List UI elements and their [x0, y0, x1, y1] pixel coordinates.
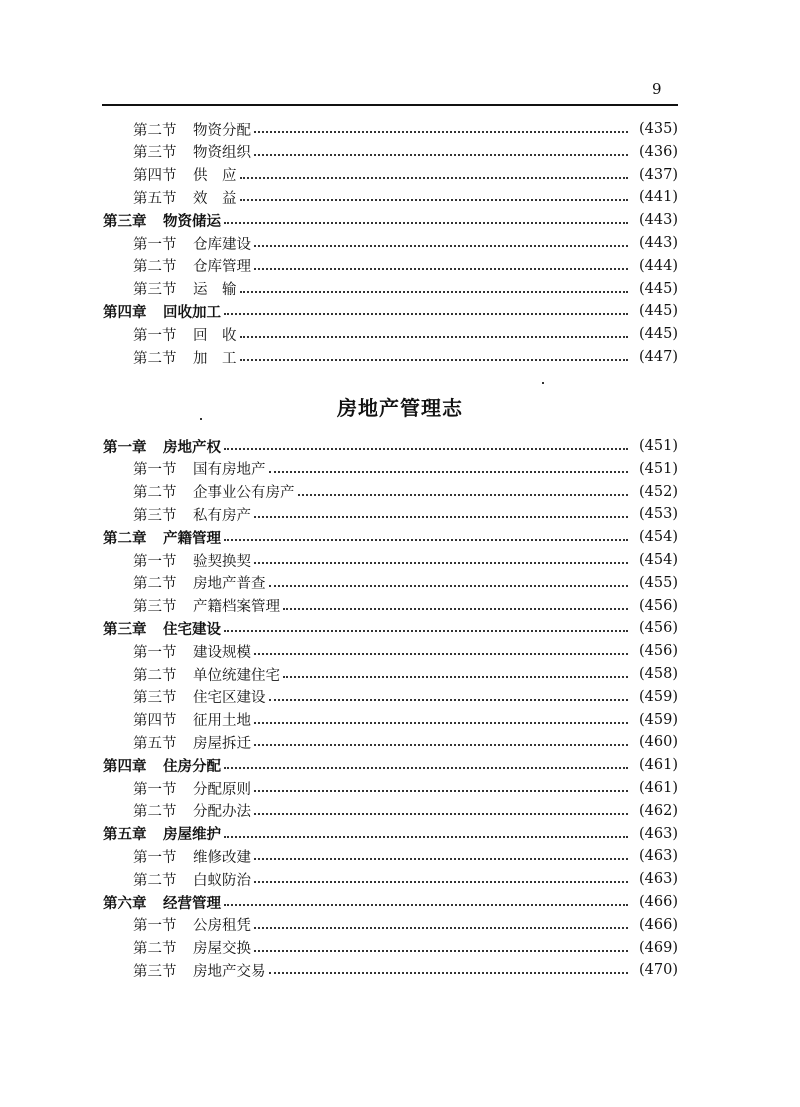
toc-entry-number: 第一节 — [133, 553, 177, 570]
toc-entry-page: (435) — [639, 121, 678, 137]
dot-leader — [224, 904, 628, 906]
toc-entry-title: 企事业公有房产 — [193, 485, 295, 502]
toc-entry-title: 验契换契 — [193, 553, 251, 570]
toc-entry-title: 物资组织 — [193, 145, 251, 162]
toc-entry-page: (455) — [639, 574, 678, 591]
toc-entry-number: 第二节 — [133, 667, 177, 684]
toc-entry-number: 第二节 — [133, 941, 177, 958]
toc-section-entry — [0, 709, 800, 731]
toc-section-entry — [0, 572, 800, 594]
toc-entry-number: 第四节 — [133, 713, 177, 730]
dot-leader — [254, 268, 628, 270]
dot-leader — [254, 881, 628, 883]
toc-entry-title: 仓库管理 — [193, 259, 251, 276]
dot-leader — [254, 722, 628, 724]
dot-leader — [224, 836, 628, 838]
toc-section-entry — [0, 232, 800, 254]
toc-entry-title: 建设规模 — [193, 644, 251, 661]
toc-entry-number: 第五节 — [133, 190, 177, 207]
dot-leader — [269, 585, 629, 587]
toc-entry-page: (466) — [639, 894, 678, 910]
toc-entry-number: 第二节 — [133, 872, 177, 889]
toc-entry-number: 第四章 — [103, 757, 147, 775]
toc-entry-page: (452) — [639, 483, 678, 500]
toc-entry-number: 第三章 — [103, 620, 147, 638]
toc-section-entry — [0, 323, 800, 345]
toc-entry-number: 第四章 — [103, 303, 147, 321]
toc-entry-page: (461) — [639, 757, 678, 774]
toc-entry-page: (445) — [639, 326, 678, 343]
toc-entry-number: 第三章 — [103, 212, 147, 230]
toc-entry-page: (451) — [639, 438, 678, 454]
toc-entry-number: 第二章 — [103, 529, 147, 547]
dot-leader — [254, 744, 628, 746]
toc-entry-number: 第一节 — [133, 849, 177, 866]
toc-entry-number: 第三节 — [133, 599, 177, 616]
toc-section-entry — [0, 914, 800, 936]
toc-entry-title: 单位统建住宅 — [193, 667, 280, 684]
toc-section-entry — [0, 458, 800, 480]
toc-section-entry — [0, 595, 800, 617]
toc-entry-title: 回 收 — [193, 327, 237, 344]
dot-leader — [298, 494, 629, 496]
toc-entry-number: 第二节 — [133, 122, 177, 139]
toc-entry-page: (463) — [639, 848, 678, 865]
dot-leader — [224, 539, 628, 541]
toc-entry-page: (459) — [639, 688, 678, 705]
toc-entry-number: 第一节 — [133, 644, 177, 661]
toc-entry-number: 第五章 — [103, 826, 147, 844]
toc-section-entry — [0, 118, 800, 140]
dot-leader — [240, 359, 629, 361]
toc-entry-title: 房屋拆迁 — [193, 735, 251, 752]
toc-chapter-entry — [0, 754, 800, 776]
toc-entry-page: (445) — [639, 303, 678, 320]
toc-entry-title: 维修改建 — [193, 849, 251, 866]
toc-entry-title: 运 输 — [193, 282, 237, 299]
toc-entry-page: (447) — [639, 349, 678, 365]
toc-chapter-entry — [0, 823, 800, 845]
dot-leader — [240, 291, 629, 293]
dot-leader — [254, 927, 628, 929]
toc-entry-title: 房地产权 — [163, 438, 221, 456]
page-number: 9 — [652, 80, 662, 98]
dot-leader — [240, 177, 629, 179]
dot-leader — [283, 676, 628, 678]
toc-entry-number: 第三节 — [133, 507, 177, 524]
toc-entry-page: (463) — [639, 871, 678, 888]
toc-entry-title: 国有房地产 — [193, 462, 266, 479]
scan-speck — [542, 382, 544, 384]
dot-leader — [269, 471, 629, 473]
dot-leader — [254, 858, 628, 860]
toc-entry-page: (456) — [639, 597, 678, 614]
toc-entry-page: (466) — [639, 916, 678, 933]
toc-entry-title: 仓库建设 — [193, 236, 251, 253]
dot-leader — [254, 154, 628, 156]
toc-section-entry — [0, 640, 800, 662]
toc-section-entry — [0, 255, 800, 277]
toc-entry-page: (453) — [639, 506, 678, 523]
toc-entry-number: 第二节 — [133, 259, 177, 276]
toc-section-entry — [0, 164, 800, 186]
toc-section-entry — [0, 481, 800, 503]
toc-entry-title: 效 益 — [193, 190, 237, 207]
toc-entry-number: 第一节 — [133, 918, 177, 935]
toc-entry-page: (456) — [639, 643, 678, 660]
dot-leader — [254, 245, 628, 247]
toc-entry-title: 公房租凭 — [193, 918, 251, 935]
dot-leader — [269, 972, 629, 974]
toc-section-entry — [0, 278, 800, 300]
dot-leader — [283, 608, 628, 610]
toc-section-entry — [0, 959, 800, 981]
toc-section-entry — [0, 777, 800, 799]
dot-leader — [269, 699, 629, 701]
toc-entry-page: (445) — [639, 280, 678, 297]
toc-entry-number: 第三节 — [133, 145, 177, 162]
toc-section-entry — [0, 141, 800, 163]
toc-entry-page: (436) — [639, 143, 678, 160]
toc-chapter-entry — [0, 526, 800, 548]
toc-entry-page: (456) — [639, 620, 678, 637]
toc-entry-number: 第一节 — [133, 236, 177, 253]
toc-chapter-entry — [0, 617, 800, 639]
dot-leader — [254, 790, 628, 792]
toc-section-entry — [0, 868, 800, 890]
toc-section-entry — [0, 845, 800, 867]
dot-leader — [224, 630, 628, 632]
dot-leader — [254, 562, 628, 564]
toc-entry-title: 房地产普查 — [193, 576, 266, 593]
toc-entry-title: 房地产交易 — [193, 963, 266, 980]
dot-leader — [240, 336, 629, 338]
toc-entry-page: (443) — [639, 212, 678, 229]
dot-leader — [224, 222, 628, 224]
toc-entry-title: 加 工 — [193, 350, 237, 367]
toc-chapter-entry — [0, 209, 800, 231]
toc-entry-page: (461) — [639, 780, 678, 796]
toc-entry-page: (469) — [639, 939, 678, 956]
toc-entry-page: (459) — [639, 711, 678, 728]
toc-entry-title: 经营管理 — [163, 894, 221, 912]
dot-leader — [240, 199, 629, 201]
toc-chapter-entry — [0, 891, 800, 913]
toc-section-entry — [0, 937, 800, 959]
toc-entry-page: (463) — [639, 825, 678, 842]
toc-entry-title: 住宅区建设 — [193, 690, 266, 707]
scan-speck — [200, 418, 202, 420]
toc-entry-title: 私有房产 — [193, 507, 251, 524]
dot-leader — [224, 313, 628, 315]
toc-entry-title: 分配办法 — [193, 804, 251, 821]
toc-entry-title: 物资储运 — [163, 212, 221, 230]
toc-entry-number: 第二节 — [133, 350, 177, 367]
toc-entry-number: 第一章 — [103, 438, 147, 456]
toc-chapter-entry — [0, 435, 800, 457]
toc-entry-page: (437) — [639, 166, 678, 183]
dot-leader — [254, 516, 628, 518]
toc-entry-number: 第二节 — [133, 485, 177, 502]
toc-entry-title: 产籍管理 — [163, 529, 221, 547]
toc-entry-title: 分配原则 — [193, 781, 251, 798]
toc-section-entry — [0, 503, 800, 525]
toc-entry-number: 第一节 — [133, 462, 177, 479]
dot-leader — [224, 767, 628, 769]
dot-leader — [254, 813, 628, 815]
toc-section-entry — [0, 800, 800, 822]
toc-entry-page: (458) — [639, 666, 678, 682]
dot-leader — [254, 653, 628, 655]
toc-section-entry — [0, 346, 800, 368]
toc-section-entry — [0, 186, 800, 208]
toc-entry-title: 白蚁防治 — [193, 872, 251, 889]
toc-chapter-entry — [0, 300, 800, 322]
toc-section-entry — [0, 549, 800, 571]
toc-entry-number: 第三节 — [133, 690, 177, 707]
dot-leader — [254, 950, 628, 952]
toc-entry-number: 第三节 — [133, 963, 177, 980]
toc-entry-title: 供 应 — [193, 168, 237, 185]
dot-leader — [254, 131, 628, 133]
header-rule — [102, 104, 678, 106]
toc-entry-title: 房屋维护 — [163, 826, 221, 844]
toc-entry-title: 住宅建设 — [163, 620, 221, 638]
toc-entry-number: 第一节 — [133, 327, 177, 344]
toc-entry-page: (451) — [639, 460, 678, 477]
toc-section-entry — [0, 663, 800, 685]
toc-entry-page: (460) — [639, 734, 678, 751]
toc-entry-number: 第一节 — [133, 781, 177, 798]
toc-entry-number: 第二节 — [133, 576, 177, 593]
toc-entry-number: 第六章 — [103, 894, 147, 912]
toc-entry-title: 房屋交换 — [193, 941, 251, 958]
toc-entry-number: 第四节 — [133, 168, 177, 185]
toc-entry-page: (441) — [639, 189, 678, 206]
toc-entry-title: 征用土地 — [193, 713, 251, 730]
toc-entry-title: 回收加工 — [163, 303, 221, 321]
toc-entry-number: 第五节 — [133, 735, 177, 752]
dot-leader — [224, 448, 628, 450]
section-heading: 房地产管理志 — [337, 396, 463, 420]
toc-entry-page: (444) — [639, 257, 678, 274]
toc-entry-page: (470) — [639, 962, 678, 979]
toc-entry-title: 产籍档案管理 — [193, 599, 280, 616]
toc-section-entry — [0, 686, 800, 708]
toc-section-entry — [0, 731, 800, 753]
toc-entry-page: (462) — [639, 802, 678, 819]
toc-entry-number: 第二节 — [133, 804, 177, 821]
toc-entry-page: (454) — [639, 529, 678, 546]
toc-entry-title: 物资分配 — [193, 122, 251, 139]
toc-entry-number: 第三节 — [133, 282, 177, 299]
toc-entry-page: (443) — [639, 235, 678, 251]
toc-entry-title: 住房分配 — [163, 757, 221, 775]
toc-entry-page: (454) — [639, 552, 678, 568]
